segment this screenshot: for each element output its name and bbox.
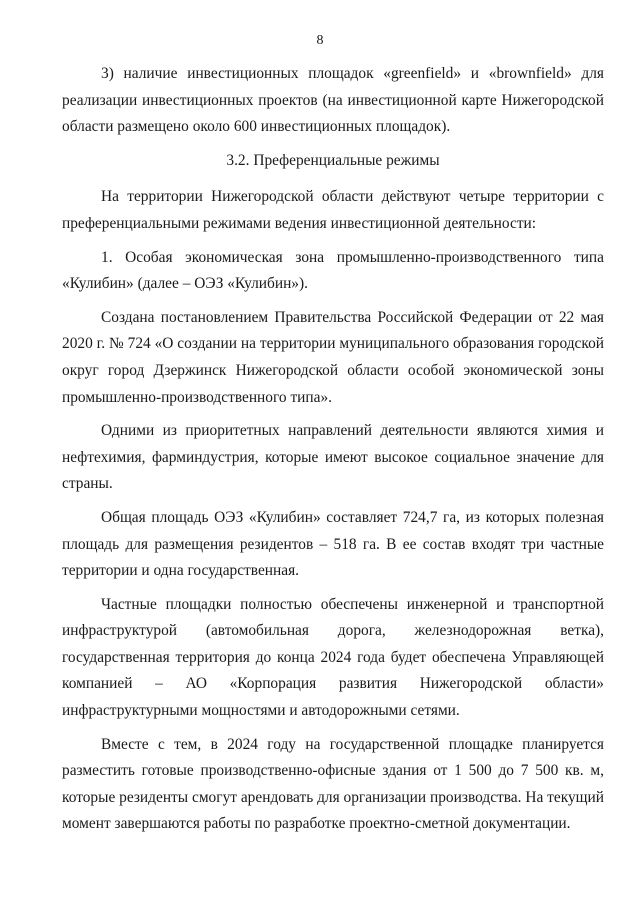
paragraph-oez-kulibin-item: 1. Особая экономическая зона промышленно-производственного типа «Кулибин» (далее – ОЭЗ «Кулибин»).	[62, 248, 604, 293]
paragraph-territories-intro: На территории Нижегородской области действуют четыре территории с преференциальными режимами ведения инвестиционной деятельности:	[62, 188, 604, 232]
paragraph-oez-area: Общая площадь ОЭЗ «Кулибин» составляет 724,7 га, из которых полезная площадь для размещения резидентов – 518 га. В ее состав входят три частные территории и одна государственная.	[62, 508, 604, 580]
paragraph-oez-creation: Создана постановлением Правительства Российской Федерации от 22 мая 2020 г. № 724 «О создании на территории муниципального образования городской округ город Дзержинск Нижегородской области особой экономической зоны промышленно-производственного типа».	[62, 308, 604, 406]
paragraph-priority-directions: Одними из приоритетных направлений деятельности являются химия и нефтехимия, фарминдустрия, которые имеют высокое социальное значение для страны.	[62, 422, 604, 493]
paragraph-infrastructure: Частные площадки полностью обеспечены инженерной и транспортной инфраструктурой (автомобильная дорога, железнодорожная ветка), государственная территория до конца 2024 года будет обеспечена Управляющей компанией – АО «Корпорация развития Нижегородской области» инфраструктурными мощностями и автодорожными сетями.	[62, 595, 604, 720]
section-heading: 3.2. Преференциальные режимы	[226, 151, 440, 169]
paragraph-office-buildings: Вместе с тем, в 2024 году на государственной площадке планируется разместить готовые производственно-офисные здания от 1 500 до 7 500 кв. м, которые резиденты смогут арендовать для организации производства. На текущий момент завершаются работы по разработке проектно-сметной документации.	[62, 735, 604, 833]
paragraph-greenfield-brownfield: 3) наличие инвестиционных площадок «greenfield» и «brownfield» для реализации инвестиционных проектов (на инвестиционной карте Нижегородской области размещено около 600 инвестиционных площадок).	[62, 65, 604, 136]
document-body	[62, 61, 604, 845]
page-number: 8	[316, 33, 324, 48]
